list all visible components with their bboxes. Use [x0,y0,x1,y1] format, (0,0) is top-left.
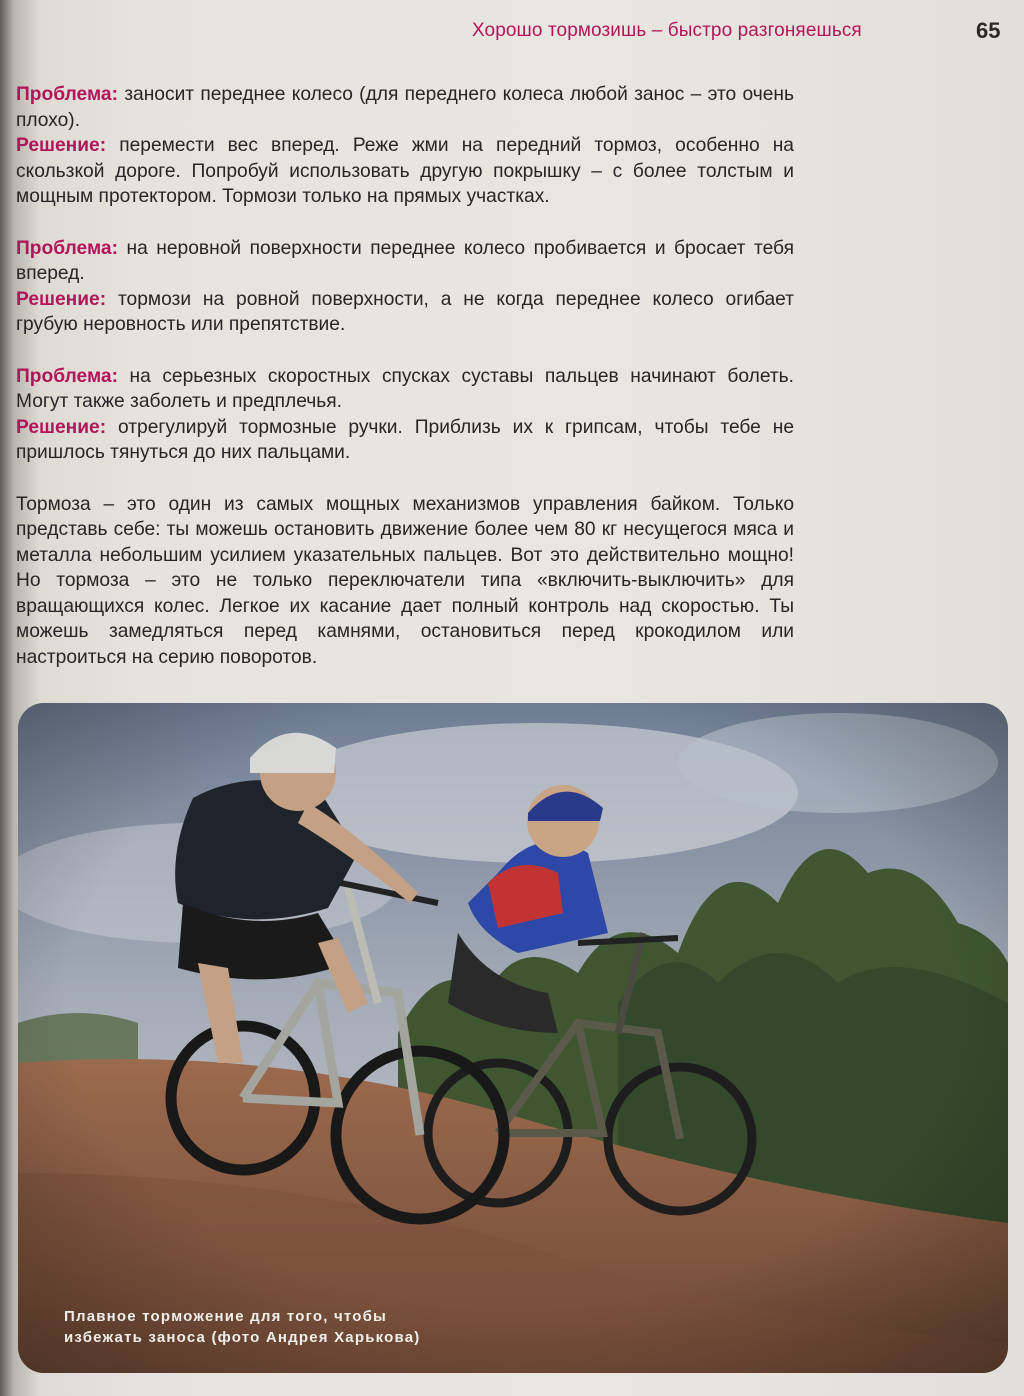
problem-label: Проблема: [16,84,118,105]
problem-label: Проблема: [16,237,118,259]
problem-text: заносит переднее колесо (для переднего колеса любой занос – это очень плохо). [16,84,794,131]
problem-block [16,82,794,210]
solution-label: Решение: [16,135,107,157]
problem-label: Проблема: [16,365,118,387]
solution-text: отрегулируй тормозные ручки. Приблизь их к грипсам, чтобы тебе не пришлось тянуться до них пальцами. [16,416,794,464]
problem-text: на неровной поверхности переднее колесо пробивается и бросает тебя вперед. [16,237,794,285]
cyclists-photo [18,703,1008,1373]
running-title: Хорошо тормозишь – быстро разгоняешься [472,20,862,41]
caption-line: избежать заноса (фото Андрея Харькова) [64,1329,421,1346]
problem-block [16,364,794,466]
main-paragraph: Тормоза – это один из самых мощных механизмов управления байком. Только представь себе: ты можешь остановить движение более чем 80 кг несущегося мяса и металла небольшим усилием указательных пальцев. Вот это действительно мощно! Но тормоза – это не только переключатели типа «включить-выключить» для вращающихся колес. Легкое их касание дает полный контроль над скоростью. Ты можешь замедляться перед камнями, остановиться перед крокодилом или настроиться на серию поворотов. [16,493,794,669]
caption-line: Плавное торможение для того, чтобы [64,1308,388,1325]
solution-text: перемести вес вперед. Реже жми на передний тормоз, особенно на скользкой дороге. Попробуй использовать другую покрышку – с более толстым и мощным протектором. Тормози только на прямых участках. [16,135,794,208]
solution-label: Решение: [16,416,107,438]
solution-text: тормози на ровной поверхности, а не когда переднее колесо огибает грубую неровность или препятствие. [16,288,794,336]
body-text [16,82,794,671]
solution-label: Решение: [16,288,107,310]
photo-caption [64,1306,544,1348]
page-number: 65 [976,18,1001,43]
problem-text: на серьезных скоростных спусках суставы пальцев начинают болеть. Могут также заболеть и предплечья. [16,365,794,413]
photo-illustration [18,703,1008,1373]
problem-block [16,236,794,338]
